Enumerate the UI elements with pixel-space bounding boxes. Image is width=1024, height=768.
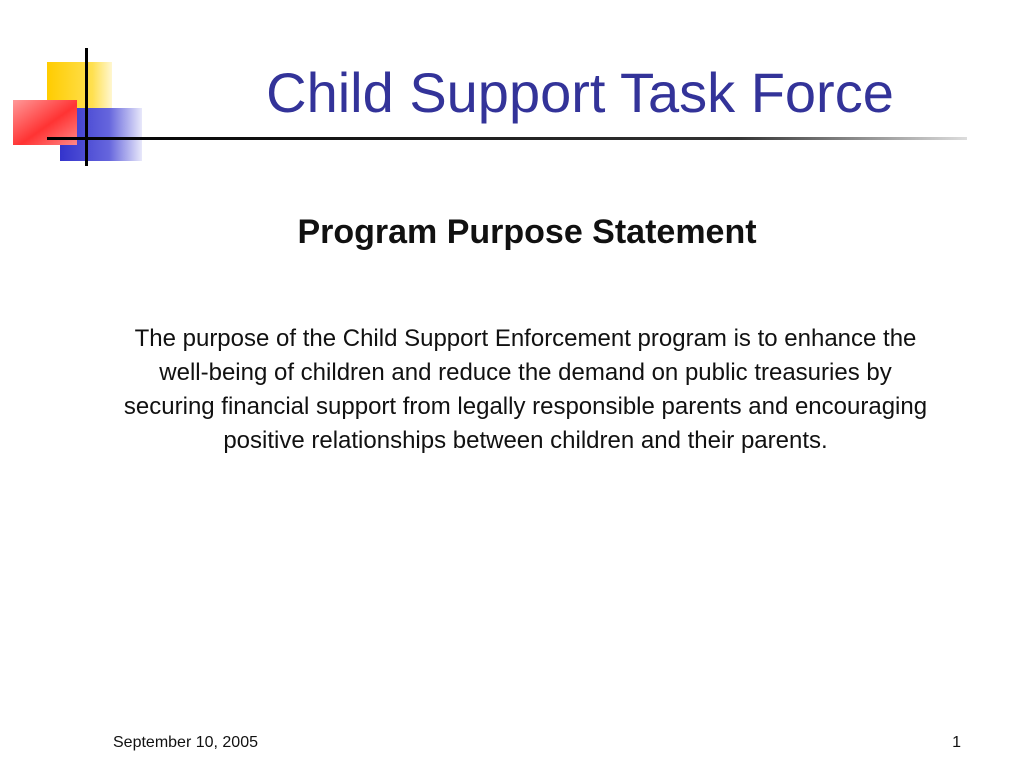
purpose-statement: The purpose of the Child Support Enforcement program is to enhance the well-being of children and reduce the demand on public treasuries by securing financial support from legally responsible parents and encouraging positive relationships between children and their parents. bbox=[123, 325, 928, 454]
vertical-rule bbox=[85, 48, 88, 166]
slide-title: Child Support Task Force bbox=[266, 61, 894, 124]
page-number: 1 bbox=[952, 734, 961, 751]
footer-date: September 10, 2005 bbox=[113, 734, 258, 751]
horizontal-rule bbox=[47, 137, 967, 140]
section-heading: Program Purpose Statement bbox=[297, 213, 757, 251]
